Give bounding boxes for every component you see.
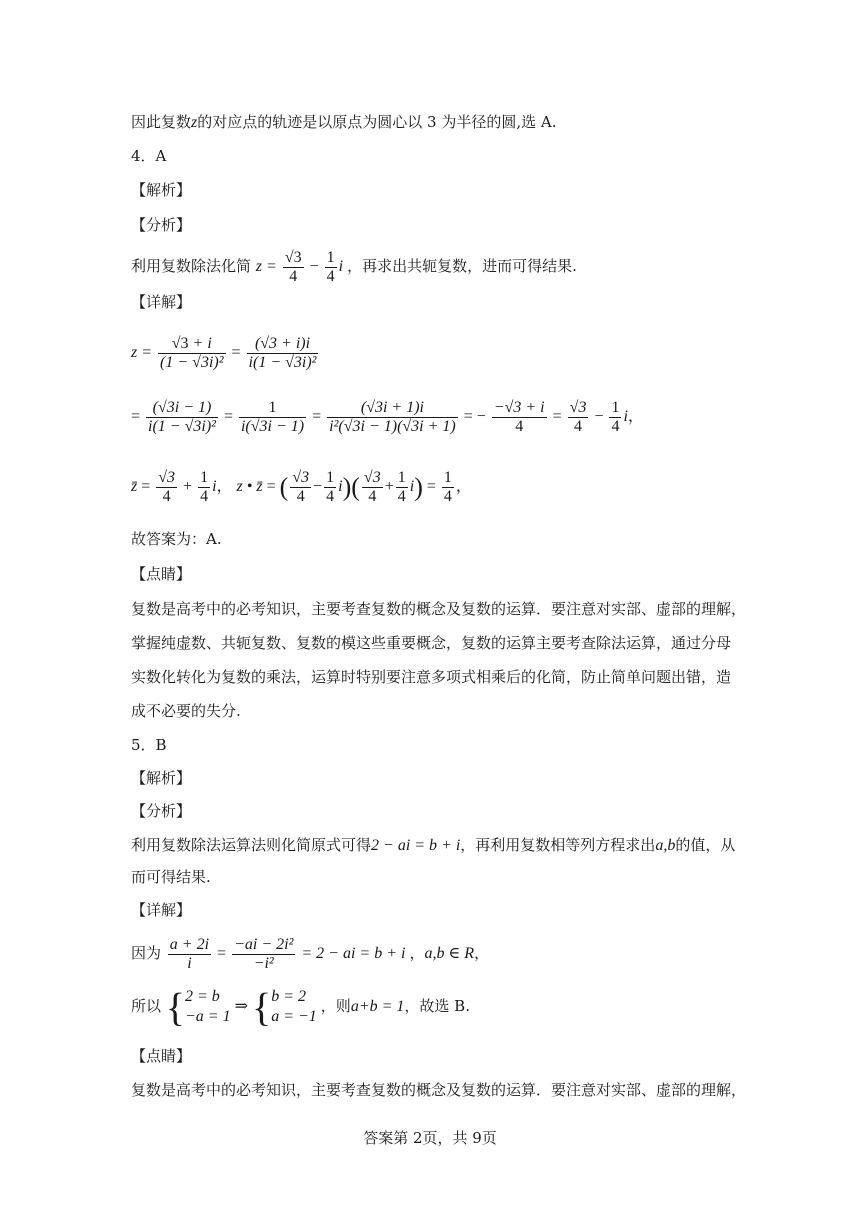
- formula-z-simplified: z = $\frac{√3}{4}$ − $\frac{1}{4}$ i: [255, 248, 344, 285]
- paragraph-line: 复数是高考中的必考知识，主要考查复数的概念及复数的运算．要注意对实部、虚部的理解，: [131, 600, 747, 618]
- paragraph-line: 成不必要的失分.: [131, 702, 241, 720]
- heading-xiangjie: 【详解】: [131, 293, 192, 311]
- page-footer: 答案第 2页，共 9页: [363, 1129, 497, 1147]
- text-segment: 的对应点的轨迹是以原点为圆心以 3 为半径的圆,选 A.: [197, 113, 557, 131]
- equation-line-5b: 所以 { 2 = b −a = 1 ⇒ { b = 2 a = −1 ，则a+b = 1，故选 B.: [131, 984, 470, 1030]
- heading-fenxi: 【分析】: [131, 216, 192, 234]
- answer-line: 故答案为：A.: [131, 530, 222, 548]
- equation-line-3: z̄ = $\frac{√3}{4}$ + $\frac{1}{4}$ i， z • z̄ = ( $\frac{√3}{4}$ − $\frac{1}{4}$ i)( $\frac{√3}{4}$ + $\frac{1}{4}$ i) = $\frac{1}{4}$ ，: [131, 468, 472, 505]
- text-line-conclusion: [131, 112, 556, 133]
- equation-line-5a: 因为 $\frac{a + 2i}{i}$ = $\frac{\text{−ai − 2i²}}{\text{−i²}}$ = 2 − ai = b + i ，a,b ∈ R，: [131, 935, 490, 972]
- analysis-line-5b: 而可得结果.: [131, 868, 211, 886]
- equation-line-2: = $\frac{(√3i - 1)}{\text{i(1 − √3i)²}}$ = $\frac{1}{i(√3i - 1)}$ = $\frac{(√3i + 1)i}{\text{i²(√3i − 1)(√3i + 1)}}$ = − $\frac{-√3 + i}{4}$ = $\frac{√3}{4}$ − $\frac{1}{4}$ i，: [131, 398, 644, 435]
- answer-5: 5．B: [131, 736, 167, 754]
- equation-line-1: z = $\frac{√3 + i}{\text{(1 − √3i)²}}$ = $\frac{(√3 + i)i}{\text{i(1 − √3i)²}}$: [131, 334, 317, 371]
- text-segment: 因此复数: [131, 113, 192, 131]
- heading-jiexi: 【解析】: [131, 181, 192, 199]
- paragraph-line: 复数是高考中的必考知识，主要考查复数的概念及复数的运算．要注意对实部、虚部的理解，: [131, 1081, 747, 1099]
- answer-4: 4．A: [131, 147, 167, 165]
- heading-xiangjie: 【详解】: [131, 901, 192, 919]
- heading-fenxi: 【分析】: [131, 802, 192, 820]
- heading-dianjing: 【点睛】: [131, 565, 192, 583]
- heading-jiexi: 【解析】: [131, 769, 192, 787]
- text-segment: 利用复数除法化简: [131, 257, 252, 275]
- paragraph-line: 掌握纯虚数、共轭复数、复数的模这些重要概念，复数的运算主要考查除法运算，通过分母: [131, 634, 732, 652]
- paragraph-line: 实数化转化为复数的乘法，运算时特别要注意多项式相乘后的化简，防止简单问题出错，造: [131, 668, 732, 686]
- heading-dianjing: 【点睛】: [131, 1047, 192, 1065]
- analysis-line-4: [131, 246, 577, 287]
- analysis-line-5: 利用复数除法运算法则化简原式可得2 − ai = b + i，再利用复数相等列方程求出a,b的值，从: [131, 836, 736, 854]
- math-z: z: [191, 114, 198, 131]
- text-segment: ，再求出共轭复数，进而可得结果.: [347, 257, 577, 275]
